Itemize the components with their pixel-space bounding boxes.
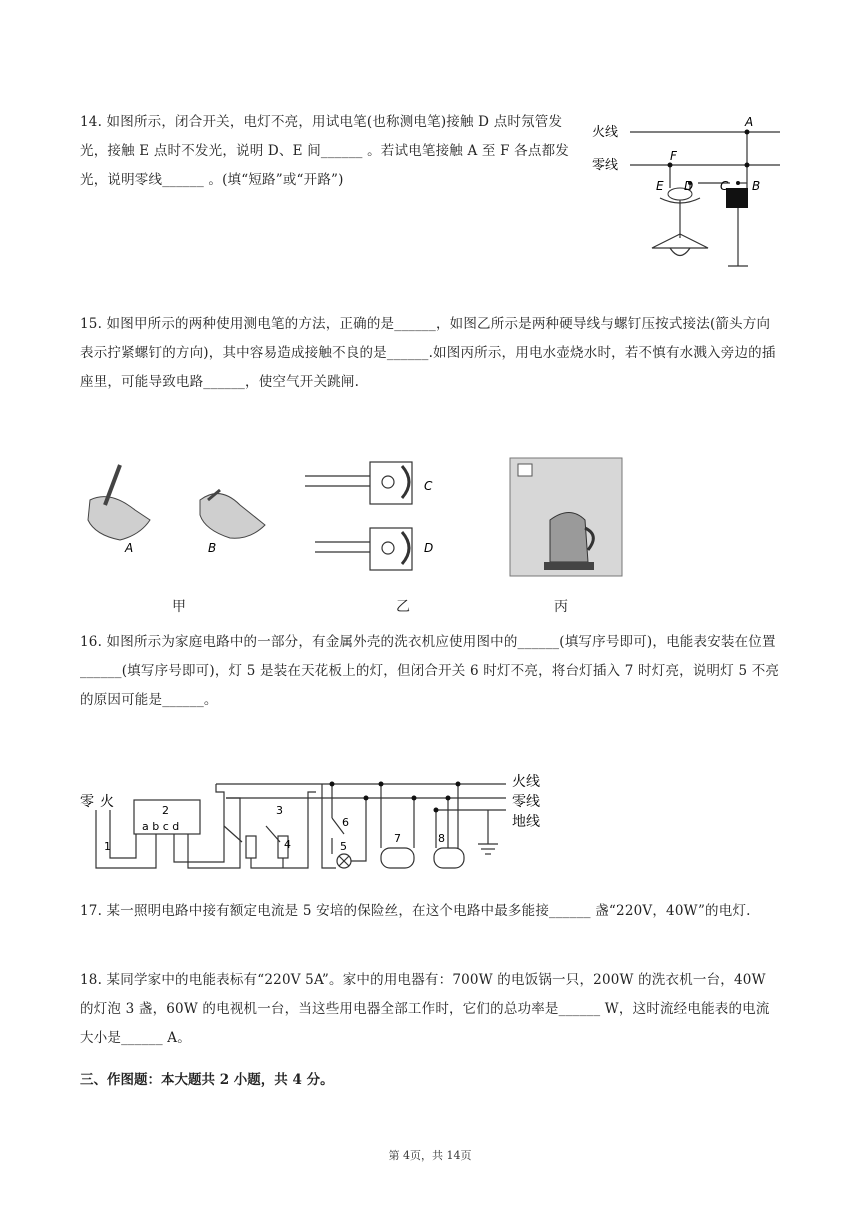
section-heading: 三、作图题：本大题共 2 小题，共 4 分。 <box>80 1072 334 1088</box>
meter-terminals: a b c d <box>142 820 180 833</box>
question-18-text: 18. 某同学家中的电能表标有“220V 5A”。家中的用电器有：700W 的电饭锅一只，200W 的洗衣机一台，40W 的灯泡 3 盏，60W 的电视机一台，当这些用电器全部工作时，它们的总功率是______ W，这时流经电能表的电流大小是______ A。 <box>80 972 770 1046</box>
point-c: C <box>720 179 729 193</box>
label-ground-line: 地线 <box>512 814 540 830</box>
num-4: 4 <box>284 838 291 851</box>
screw-c-image <box>305 462 412 504</box>
kettle-photo <box>510 458 622 576</box>
label-c: C <box>424 479 433 493</box>
q14-circuit-diagram <box>590 108 790 278</box>
question-16-text: 16. 如图所示为家庭电路中的一部分，有金属外壳的洗衣机应使用图中的______(填写序号即可)，电能表安装在位置______(填写序号即可)，灯 5 是装在天花板上的灯，但闭合开关 6 时灯不亮，将台灯插入 7 时灯亮，说明灯 5 不亮的原因可能是______。 <box>80 634 780 708</box>
num-1: 1 <box>104 840 111 853</box>
meter-number: 2 <box>162 804 169 817</box>
point-a: A <box>745 115 754 129</box>
caption-yi: 乙 <box>396 599 410 615</box>
label-fire-line: 火线 <box>512 774 540 790</box>
label-a: A <box>125 541 134 555</box>
label-b: B <box>208 541 217 555</box>
q15-figures <box>80 450 640 590</box>
caption-jia: 甲 <box>172 599 186 615</box>
page-footer: 第 4页，共 14页 <box>388 1149 472 1162</box>
q16-household-circuit <box>76 762 556 882</box>
label-neutral-line: 零线 <box>512 794 540 810</box>
neutral-line-label: 零线 <box>592 158 619 173</box>
point-f: F <box>670 149 677 163</box>
point-b: B <box>752 179 761 193</box>
screw-d-image <box>315 528 412 570</box>
num-7: 7 <box>394 832 401 845</box>
num-8: 8 <box>438 832 445 845</box>
caption-bing: 丙 <box>554 599 568 615</box>
label-d: D <box>424 541 434 555</box>
hand-b-image <box>200 490 265 538</box>
num-6: 6 <box>342 816 349 829</box>
hand-a-image <box>88 465 150 540</box>
point-e: E <box>656 179 664 193</box>
question-17-text: 17. 某一照明电路中接有额定电流是 5 安培的保险丝，在这个电路中最多能接______ 盏“220V，40W”的电灯. <box>80 903 751 919</box>
fire-line-label: 火线 <box>592 125 619 140</box>
num-5: 5 <box>340 840 347 853</box>
question-15-text: 15. 如图甲所示的两种使用测电笔的方法，正确的是______，如图乙所示是两种硬导线与螺钉压按式接法(箭头方向表示拧紧螺钉的方向)，其中容易造成接触不良的是______.如图丙所示，用电水壶烧水时，若不慎有水溅入旁边的插座里，可能导致电路______，使空气开关跳闸. <box>80 316 776 390</box>
question-14-text: 14. 如图所示，闭合开关，电灯不亮，用试电笔(也称测电笔)接触 D 点时氖管发光，接触 E 点时不发光，说明 D、E 间______ 。若试电笔接触 A 至 F 各点都发光，说明零线______ 。(填“短路”或“开路”) <box>80 114 569 188</box>
label-ling: 零 <box>80 794 94 810</box>
num-3: 3 <box>276 804 283 817</box>
label-huo: 火 <box>100 794 114 810</box>
point-d: D <box>684 179 694 193</box>
